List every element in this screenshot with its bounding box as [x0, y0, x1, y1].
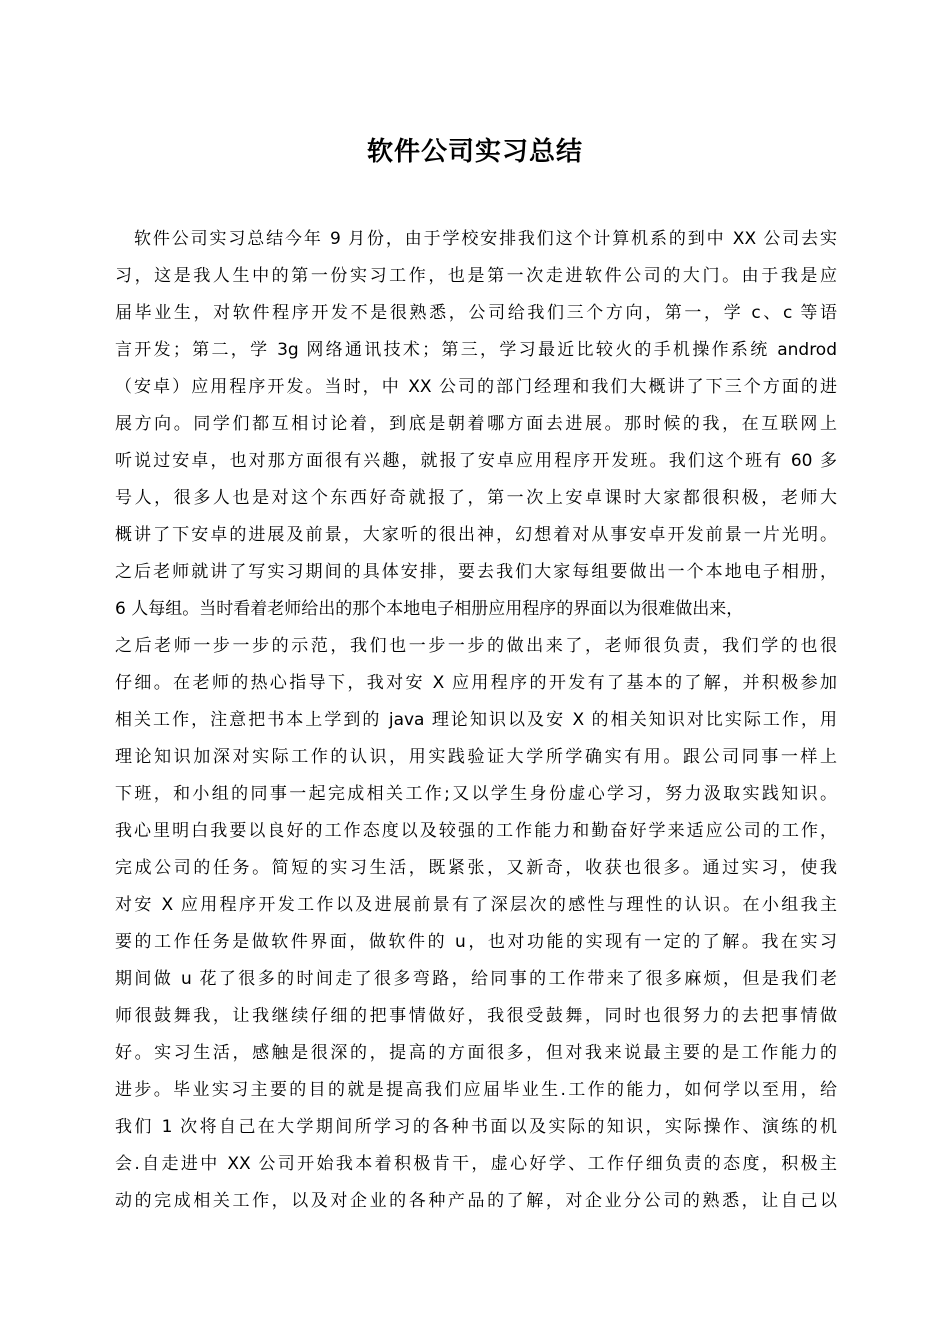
body-line: 进步。毕业实习主要的目的就是提高我们应届毕业生.工作的能力，如何学以至用，给	[115, 1080, 837, 1100]
body-line: 相关工作，注意把书本上学到的 java 理论知识以及安 X 的相关知识对比实际工作，用	[115, 710, 837, 730]
body-line: 展方向。同学们都互相讨论着，到底是朝着哪方面去进展。那时候的我，在互联网上	[115, 414, 837, 434]
body-line: 好。实习生活，感触是很深的，提高的方面很多，但对我来说最主要的是工作能力的	[115, 1043, 837, 1063]
document-title: 软件公司实习总结	[366, 137, 583, 167]
body-line: 届毕业生，对软件程序开发不是很熟悉，公司给我们三个方向，第一，学 c、c 等语	[115, 303, 837, 323]
body-line: 仔细。在老师的热心指导下，我对安 X 应用程序的开发有了基本的了解，并积极参加	[115, 673, 837, 693]
body-line: 我心里明白我要以良好的工作态度以及较强的工作能力和勤奋好学来适应公司的工作，	[115, 821, 837, 841]
body-line: 号人，很多人也是对这个东西好奇就报了，第一次上安卓课时大家都很积极，老师大	[115, 488, 837, 508]
body-line: 对安 X 应用程序开发工作以及进展前景有了深层次的感性与理性的认识。在小组我主	[115, 895, 837, 915]
body-line: 概讲了下安卓的进展及前景，大家听的很出神，幻想着对从事安卓开发前景一片光明。	[115, 525, 837, 545]
body-line: 完成公司的任务。简短的实习生活，既紧张，又新奇，收获也很多。通过实习，使我	[115, 858, 837, 878]
body-line: 要的工作任务是做软件界面，做软件的 u，也对功能的实现有一定的了解。我在实习	[115, 932, 837, 952]
body-line: 之后老师一步一步的示范，我们也一步一步的做出来了，老师很负责，我们学的也很	[115, 636, 837, 656]
body-line: 会.自走进中 XX 公司开始我本着积极肯干，虚心好学、工作仔细负责的态度，积极主	[115, 1154, 837, 1174]
body-line: 下班，和小组的同事一起完成相关工作;又以学生身份虚心学习，努力汲取实践知识。	[115, 784, 837, 804]
body-line: 听说过安卓，也对那方面很有兴趣，就报了安卓应用程序开发班。我们这个班有 60 多	[115, 451, 837, 471]
body-line: 习，这是我人生中的第一份实习工作，也是第一次走进软件公司的大门。由于我是应	[115, 266, 837, 286]
body-line: （安卓）应用程序开发。当时，中 XX 公司的部门经理和我们大概讲了下三个方面的进	[115, 377, 837, 397]
body-line: 言开发；第二，学 3g 网络通讯技术；第三，学习最近比较火的手机操作系统 androd	[115, 340, 837, 360]
body-line: 师很鼓舞我，让我继续仔细的把事情做好，我很受鼓舞，同时也很努力的去把事情做	[115, 1006, 837, 1026]
body-line: 动的完成相关工作，以及对企业的各种产品的了解，对企业分公司的熟悉，让自己以	[115, 1191, 837, 1211]
body-line: 6 人每组。当时看着老师给出的那个本地电子相册应用程序的界面以为很难做出来，	[115, 599, 744, 619]
body-line: 期间做 u 花了很多的时间走了很多弯路，给同事的工作带来了很多麻烦，但是我们老	[115, 969, 837, 989]
body-line: 理论知识加深对实际工作的认识，用实践验证大学所学确实有用。跟公司同事一样上	[115, 747, 837, 767]
document-body	[115, 221, 837, 1220]
body-line: 我们 1 次将自己在大学期间所学习的各种书面以及实际的知识，实际操作、演练的机	[115, 1117, 837, 1137]
body-line: 之后老师就讲了写实习期间的具体安排，要去我们大家每组要做出一个本地电子相册，	[115, 562, 837, 582]
body-line: 软件公司实习总结今年 9 月份，由于学校安排我们这个计算机系的到中 XX 公司去实	[134, 229, 837, 249]
